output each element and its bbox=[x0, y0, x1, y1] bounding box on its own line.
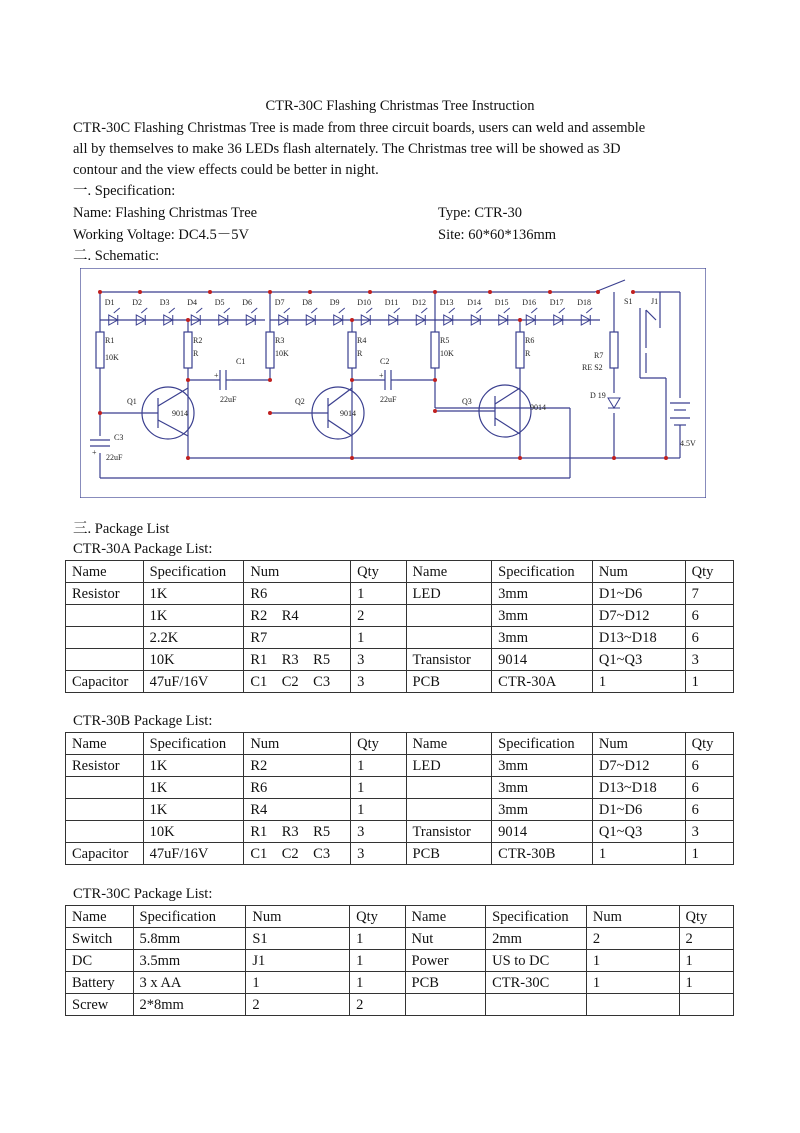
column-header: Num bbox=[246, 906, 350, 928]
intro-line: all by themselves to make 36 LEDs flash alternately. The Christmas tree will be showed as 3D bbox=[73, 141, 621, 157]
table-cell: 1 bbox=[351, 755, 406, 777]
table-cell: 6 bbox=[685, 799, 733, 821]
table-header-row bbox=[66, 906, 734, 928]
table-cell: 5.8mm bbox=[133, 928, 246, 950]
table-cell: 1 bbox=[351, 777, 406, 799]
table-header-row bbox=[66, 561, 734, 583]
table-cell: 1 bbox=[350, 928, 405, 950]
c1-value: 22uF bbox=[220, 395, 237, 404]
led-light-arrow bbox=[476, 308, 482, 313]
table-cell: 2*8mm bbox=[133, 994, 246, 1016]
table-cell: 9014 bbox=[492, 821, 593, 843]
table-cell: 1 bbox=[350, 950, 405, 972]
led-label: D7 bbox=[274, 298, 285, 307]
led-light-arrow bbox=[421, 308, 427, 313]
table-cell bbox=[66, 649, 144, 671]
led-light-arrow bbox=[394, 308, 400, 313]
package-heading: 三. Package List bbox=[73, 521, 170, 537]
q1-type: 9014 bbox=[172, 409, 188, 418]
column-header: Name bbox=[406, 561, 492, 583]
table-cell: 2 bbox=[586, 928, 679, 950]
table-header-row bbox=[66, 733, 734, 755]
led-light-arrow bbox=[366, 308, 372, 313]
table-cell: Battery bbox=[66, 972, 134, 994]
table-cell: R6 bbox=[244, 777, 351, 799]
led-light-arrow bbox=[531, 308, 537, 313]
intro-line: contour and the view effects could be better in night. bbox=[73, 162, 379, 178]
table-cell: C1 C2 C3 bbox=[244, 843, 351, 865]
column-header: Qty bbox=[679, 906, 733, 928]
table-cell: R6 bbox=[244, 583, 351, 605]
led-label: D1 bbox=[104, 298, 115, 307]
c2-value: 22uF bbox=[380, 395, 397, 404]
r1-value: 10K bbox=[105, 353, 119, 362]
specification-heading: 一. Specification: bbox=[73, 183, 176, 199]
table-row bbox=[66, 843, 734, 865]
table-cell: PCB bbox=[405, 972, 486, 994]
package-c-caption: CTR-30C Package List: bbox=[73, 886, 213, 902]
column-header: Qty bbox=[351, 561, 406, 583]
table-cell: Screw bbox=[66, 994, 134, 1016]
table-cell: 1K bbox=[143, 605, 244, 627]
led-label: D4 bbox=[187, 298, 198, 307]
spec-voltage: Working Voltage: DC4.5－5V bbox=[73, 227, 249, 243]
column-header: Specification bbox=[143, 561, 244, 583]
c2-plus: + bbox=[379, 371, 384, 380]
table-cell: 3.5mm bbox=[133, 950, 246, 972]
table-cell: 3 bbox=[351, 671, 406, 693]
circuit-schematic bbox=[80, 268, 706, 498]
led-light-arrow bbox=[586, 308, 592, 313]
table-row bbox=[66, 605, 734, 627]
column-header: Specification bbox=[486, 906, 587, 928]
table-cell bbox=[406, 799, 492, 821]
table-cell: CTR-30A bbox=[492, 671, 593, 693]
table-cell: 10K bbox=[143, 649, 244, 671]
package-a-table bbox=[65, 560, 734, 693]
column-header: Qty bbox=[351, 733, 406, 755]
table-cell: C1 C2 C3 bbox=[244, 671, 351, 693]
table-cell: 3 x AA bbox=[133, 972, 246, 994]
table-row bbox=[66, 994, 734, 1016]
package-c-table bbox=[65, 905, 734, 1016]
led-light-arrow bbox=[284, 308, 290, 313]
table-cell: D1~D6 bbox=[592, 799, 685, 821]
table-cell: 1K bbox=[143, 755, 244, 777]
table-cell: CTR-30C bbox=[486, 972, 587, 994]
table-cell: 10K bbox=[143, 821, 244, 843]
table-cell: 2mm bbox=[486, 928, 587, 950]
table-cell: R4 bbox=[244, 799, 351, 821]
table-cell: R1 R3 R5 bbox=[244, 649, 351, 671]
table-cell: PCB bbox=[406, 671, 492, 693]
table-cell: Q1~Q3 bbox=[592, 821, 685, 843]
q2-type: 9014 bbox=[340, 409, 356, 418]
table-cell: 7 bbox=[685, 583, 733, 605]
table-cell: Switch bbox=[66, 928, 134, 950]
c1-label: C1 bbox=[236, 357, 246, 366]
table-cell: J1 bbox=[246, 950, 350, 972]
column-header: Name bbox=[406, 733, 492, 755]
table-cell: 2.2K bbox=[143, 627, 244, 649]
r7-label: R7 bbox=[594, 351, 604, 360]
r5-value: 10K bbox=[440, 349, 454, 358]
table-cell: 3 bbox=[351, 649, 406, 671]
column-header: Specification bbox=[143, 733, 244, 755]
s1-label: S1 bbox=[624, 297, 633, 306]
r3-label: R3 bbox=[275, 336, 285, 345]
table-cell: D13~D18 bbox=[592, 627, 685, 649]
table-cell: CTR-30B bbox=[492, 843, 593, 865]
q2-label: Q2 bbox=[295, 397, 305, 406]
table-cell: Capacitor bbox=[66, 843, 144, 865]
intro-paragraph bbox=[73, 118, 728, 181]
table-cell: 1 bbox=[246, 972, 350, 994]
table-cell: 6 bbox=[685, 605, 733, 627]
led-light-arrow bbox=[251, 308, 257, 313]
table-cell: 1 bbox=[685, 671, 733, 693]
table-cell: R7 bbox=[244, 627, 351, 649]
led-label: D13 bbox=[439, 298, 454, 307]
table-cell: 3 bbox=[351, 821, 406, 843]
table-row bbox=[66, 777, 734, 799]
table-cell bbox=[66, 821, 144, 843]
led-light-arrow bbox=[504, 308, 510, 313]
r6-label: R6 bbox=[525, 336, 535, 345]
table-row bbox=[66, 928, 734, 950]
table-row bbox=[66, 821, 734, 843]
r3-value: 10K bbox=[275, 349, 289, 358]
table-cell: Resistor bbox=[66, 755, 144, 777]
spec-site: Site: 60*60*136mm bbox=[438, 227, 557, 243]
table-cell: 2 bbox=[246, 994, 350, 1016]
column-header: Specification bbox=[492, 561, 593, 583]
led-label: D14 bbox=[467, 298, 482, 307]
c3-value: 22uF bbox=[106, 453, 123, 462]
c3-plus: + bbox=[92, 448, 97, 457]
led-label: D2 bbox=[132, 298, 143, 307]
j1-label: J1 bbox=[651, 297, 659, 306]
table-cell: 3mm bbox=[492, 777, 593, 799]
led-label: D3 bbox=[159, 298, 170, 307]
c3-label: C3 bbox=[114, 433, 124, 442]
table-cell: 1 bbox=[679, 972, 733, 994]
table-cell: 1 bbox=[679, 950, 733, 972]
table-cell bbox=[66, 605, 144, 627]
table-row bbox=[66, 755, 734, 777]
table-cell: 3 bbox=[685, 649, 733, 671]
led-label: D9 bbox=[329, 298, 340, 307]
table-cell: 3mm bbox=[492, 755, 593, 777]
table-cell: 1K bbox=[143, 777, 244, 799]
table-cell: D7~D12 bbox=[592, 605, 685, 627]
table-cell: US to DC bbox=[486, 950, 587, 972]
column-header: Qty bbox=[685, 733, 733, 755]
table-row bbox=[66, 583, 734, 605]
table-cell bbox=[486, 994, 587, 1016]
led-light-arrow bbox=[449, 308, 455, 313]
column-header: Specification bbox=[133, 906, 246, 928]
r2-value: R bbox=[193, 349, 199, 358]
table-cell: LED bbox=[406, 583, 492, 605]
r7-value: RE S2 bbox=[582, 363, 603, 372]
spec-name: Name: Flashing Christmas Tree bbox=[73, 205, 258, 221]
table-cell: 1 bbox=[586, 950, 679, 972]
table-cell: DC bbox=[66, 950, 134, 972]
table-cell: 6 bbox=[685, 755, 733, 777]
led-light-arrow bbox=[559, 308, 565, 313]
column-header: Num bbox=[244, 733, 351, 755]
led-label: D18 bbox=[577, 298, 592, 307]
led-light-arrow bbox=[169, 308, 175, 313]
table-cell: S1 bbox=[246, 928, 350, 950]
package-b-table bbox=[65, 732, 734, 865]
led-light-arrow bbox=[339, 308, 345, 313]
table-cell: 47uF/16V bbox=[143, 843, 244, 865]
d19-label: D 19 bbox=[590, 391, 606, 400]
table-cell: 1 bbox=[351, 627, 406, 649]
led-label: D12 bbox=[412, 298, 427, 307]
r5-label: R5 bbox=[440, 336, 450, 345]
led-label: D15 bbox=[494, 298, 509, 307]
r4-label: R4 bbox=[357, 336, 367, 345]
table-cell: 3mm bbox=[492, 583, 593, 605]
column-header: Qty bbox=[685, 561, 733, 583]
table-cell: 3 bbox=[685, 821, 733, 843]
table-cell: 1 bbox=[685, 843, 733, 865]
table-cell: Q1~Q3 bbox=[592, 649, 685, 671]
table-row bbox=[66, 627, 734, 649]
table-cell: 47uF/16V bbox=[143, 671, 244, 693]
table-cell: 1K bbox=[143, 799, 244, 821]
table-row bbox=[66, 671, 734, 693]
table-cell: 3mm bbox=[492, 799, 593, 821]
table-row bbox=[66, 950, 734, 972]
table-cell: 3 bbox=[351, 843, 406, 865]
led-label: D11 bbox=[384, 298, 399, 307]
column-header: Num bbox=[586, 906, 679, 928]
table-cell: Resistor bbox=[66, 583, 144, 605]
table-cell bbox=[66, 777, 144, 799]
q1-label: Q1 bbox=[127, 397, 137, 406]
table-cell: 1 bbox=[592, 671, 685, 693]
column-header: Num bbox=[592, 733, 685, 755]
r2-label: R2 bbox=[193, 336, 203, 345]
table-cell: Capacitor bbox=[66, 671, 144, 693]
table-row bbox=[66, 799, 734, 821]
led-label: D6 bbox=[242, 298, 253, 307]
table-cell: 2 bbox=[350, 994, 405, 1016]
table-cell bbox=[586, 994, 679, 1016]
led-light-arrow bbox=[141, 308, 147, 313]
column-header: Name bbox=[66, 733, 144, 755]
led-label: D8 bbox=[302, 298, 313, 307]
table-cell: 9014 bbox=[492, 649, 593, 671]
column-header: Name bbox=[66, 561, 144, 583]
table-cell: D13~D18 bbox=[592, 777, 685, 799]
table-cell: 2 bbox=[351, 605, 406, 627]
led-light-arrow bbox=[311, 308, 317, 313]
table-cell: PCB bbox=[406, 843, 492, 865]
q3-label: Q3 bbox=[462, 397, 472, 406]
c1-plus: + bbox=[214, 371, 219, 380]
table-cell: R2 bbox=[244, 755, 351, 777]
c2-label: C2 bbox=[380, 357, 390, 366]
table-cell bbox=[406, 627, 492, 649]
led-label: D17 bbox=[549, 298, 564, 307]
table-cell: LED bbox=[406, 755, 492, 777]
table-cell: R2 R4 bbox=[244, 605, 351, 627]
column-header: Num bbox=[592, 561, 685, 583]
table-cell bbox=[679, 994, 733, 1016]
led-light-arrow bbox=[114, 308, 120, 313]
document-title: CTR-30C Flashing Christmas Tree Instruction bbox=[265, 98, 535, 114]
column-header: Num bbox=[244, 561, 351, 583]
column-header: Specification bbox=[492, 733, 593, 755]
table-cell: Nut bbox=[405, 928, 486, 950]
table-cell bbox=[66, 799, 144, 821]
table-cell bbox=[406, 777, 492, 799]
table-cell bbox=[66, 627, 144, 649]
table-cell: R1 R3 R5 bbox=[244, 821, 351, 843]
led-label: D10 bbox=[357, 298, 372, 307]
column-header: Name bbox=[66, 906, 134, 928]
led-label: D16 bbox=[522, 298, 537, 307]
spec-type: Type: CTR-30 bbox=[438, 205, 522, 221]
column-header: Qty bbox=[350, 906, 405, 928]
schematic-heading: 二. Schematic: bbox=[73, 248, 160, 264]
table-cell: 6 bbox=[685, 777, 733, 799]
table-cell: 1 bbox=[351, 583, 406, 605]
table-cell: D1~D6 bbox=[592, 583, 685, 605]
battery-label: 4.5V bbox=[680, 439, 696, 448]
table-cell: 1 bbox=[586, 972, 679, 994]
q3-type: 9014 bbox=[530, 403, 546, 412]
table-cell: 1K bbox=[143, 583, 244, 605]
led-label: D5 bbox=[214, 298, 225, 307]
table-cell bbox=[406, 605, 492, 627]
led-light-arrow bbox=[196, 308, 202, 313]
table-cell: Transistor bbox=[406, 649, 492, 671]
package-b-caption: CTR-30B Package List: bbox=[73, 713, 213, 729]
table-cell bbox=[405, 994, 486, 1016]
column-header: Name bbox=[405, 906, 486, 928]
table-cell: 6 bbox=[685, 627, 733, 649]
table-cell: Transistor bbox=[406, 821, 492, 843]
table-cell: 3mm bbox=[492, 627, 593, 649]
table-cell: Power bbox=[405, 950, 486, 972]
table-cell: D7~D12 bbox=[592, 755, 685, 777]
table-cell: 1 bbox=[351, 799, 406, 821]
intro-line: CTR-30C Flashing Christmas Tree is made from three circuit boards, users can weld and assemble bbox=[73, 120, 646, 136]
table-row bbox=[66, 649, 734, 671]
r4-value: R bbox=[357, 349, 363, 358]
table-cell: 1 bbox=[350, 972, 405, 994]
r1-label: R1 bbox=[105, 336, 115, 345]
package-a-caption: CTR-30A Package List: bbox=[73, 541, 213, 557]
led-light-arrow bbox=[224, 308, 230, 313]
table-cell: 2 bbox=[679, 928, 733, 950]
table-row bbox=[66, 972, 734, 994]
table-cell: 3mm bbox=[492, 605, 593, 627]
table-cell: 1 bbox=[592, 843, 685, 865]
r6-value: R bbox=[525, 349, 531, 358]
